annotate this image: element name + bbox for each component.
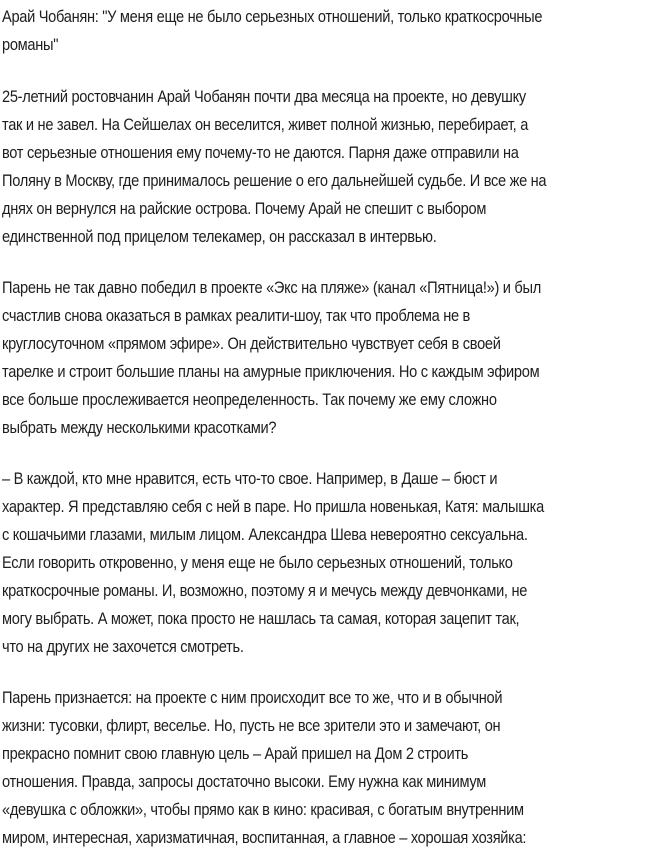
paragraph-line: выбрать между несколькими красотками? [2,418,277,437]
paragraph-line: Поляну в Москву, где принималось решение о его дальнейшей судьбе. И все же на [2,171,547,190]
article-title-line: романы" [2,35,59,54]
paragraph-line: единственной под прицелом телекамер, он рассказал в интервью. [2,227,437,246]
paragraph-line: прекрасно помнит свою главную цель – Арай пришел на Дом 2 строить [2,744,469,763]
paragraph-line: вот серьезные отношения ему почему-то не даются. Парня даже отправили на [2,143,519,162]
paragraph-line: отношения. Правда, запросы достаточно высоки. Ему нужна как минимум [2,772,486,791]
paragraph-line: так и не завел. На Сейшелах он веселится, живет полной жизнью, перебирает, а [2,115,529,134]
paragraph-line: миром, интересная, харизматичная, воспитанная, а главное – хорошая хозяйка: [2,828,527,847]
paragraph-line: Если говорить откровенно, у меня еще не было серьезных отношений, только [2,553,513,572]
paragraph-line: счастлив снова оказаться в рамках реалити-шоу, так что проблема не в [2,306,471,325]
paragraph-line: – В каждой, кто мне нравится, есть что-то свое. Например, в Даше – бюст и [2,469,498,488]
paragraph-line: характер. Я представляю себя с ней в паре. Но пришла новенькая, Катя: малышка [2,497,544,516]
paragraph-line: круглосуточном «прямом эфире». Он действительно чувствует себя в своей [2,334,501,353]
paragraph-line: 25-летний ростовчанин Арай Чобанян почти два месяца на проекте, но девушку [2,87,526,106]
paragraph-line: Парень не так давно победил в проекте «Экс на пляже» (канал «Пятница!») и был [2,278,541,297]
paragraph-line: что на других не захочется смотреть. [2,637,244,656]
paragraph-line: могу выбрать. А может, пока просто не нашлась та самая, которая зацепит так, [2,609,520,628]
paragraph-line: с кошачьими глазами, милым лицом. Александра Шева невероятно сексуальна. [2,525,528,544]
paragraph-line: Парень признается: на проекте с ним происходит все то же, что и в обычной [2,688,503,707]
paragraph-line: «девушка с обложки», чтобы прямо как в кино: красивая, с богатым внутренним [2,800,524,819]
paragraph-line: жизни: тусовки, флирт, веселье. Но, пусть не все зрители это и замечают, он [2,716,501,735]
paragraph-line: краткосрочные романы. И, возможно, поэтому я и мечусь между девчонками, не [2,581,528,600]
article-title-line: Арай Чобанян: "У меня еще не было серьезных отношений, только краткосрочные [2,7,543,26]
paragraph-line: тарелке и строит большие планы на амурные приключения. Но с каждым эфиром [2,362,540,381]
paragraph-line: все больше прослеживается неопределенность. Так почему же ему сложно [2,390,497,409]
paragraph-line: днях он вернулся на райские острова. Почему Арай не спешит с выбором [2,199,487,218]
